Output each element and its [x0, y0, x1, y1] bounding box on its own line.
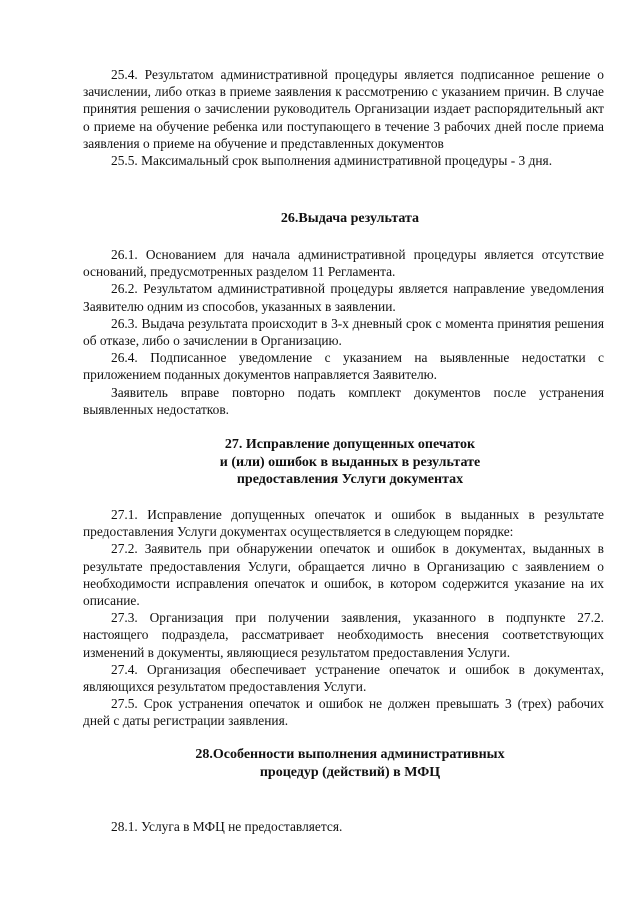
paragraph-27-5: 27.5. Срок устранения опечаток и ошибок не должен превышать 3 (трех) рабочих дней с даты регистрации заявления.: [83, 696, 604, 729]
paragraph-26-1: 26.1. Основанием для начала административной процедуры является отсутствие оснований, предусмотренных разделом 11 Регламента.: [83, 247, 604, 280]
paragraph-27-3: 27.3. Организация при получении заявления, указанного в подпункте 27.2. настоящего подраздела, рассматривает необходимость внесения соответствующих изменений в документы, являющиеся результатом предоставления Услуги.: [83, 610, 604, 660]
paragraph-25-4: 25.4. Результатом административной процедуры является подписанное решение о зачислении, либо отказ в приеме заявления к рассмотрению с указанием причин. В случае принятия решения о зачислении руководитель Организации издает распорядительный акт о приеме на обучение ребенка или поступающего в течение 3 рабочих дней после приема заявления о приеме на обучение и представленных документов: [83, 67, 604, 151]
section-27-text: [83, 506, 604, 730]
heading-line: и (или) ошибок в выданных в результате: [219, 454, 481, 470]
paragraph-25-5: 25.5. Максимальный срок выполнения административной процедуры - 3 дня.: [111, 153, 553, 169]
section-27-heading: [60, 436, 640, 489]
section-28-text: [83, 818, 604, 835]
section-26-text: [83, 246, 604, 418]
paragraph-28-1: 28.1. Услуга в МФЦ не предоставляется.: [111, 819, 343, 834]
paragraph-27-1: 27.1. Исправление допущенных опечаток и ошибок в выданных в результате предоставления Услуги документах осуществляется в следующем порядке:: [83, 507, 604, 540]
paragraph-26-3: 26.3. Выдача результата происходит в 3-х дневный срок с момента принятия решения об отказе, либо о зачислении в Организацию.: [83, 315, 604, 349]
paragraph-27-4: 27.4. Организация обеспечивает устранение опечаток и ошибок в документах, являющихся результатом предоставления Услуги.: [83, 661, 604, 695]
paragraph-27-2: 27.2. Заявитель при обнаружении опечаток и ошибок в документах, выданных в результате предоставления Услуги, обращается лично в Организацию с заявлением о необходимости исправления опечаток и ошибок, в котором содержится указание на их описание.: [83, 541, 604, 609]
paragraph-26-applicant: Заявитель вправе повторно подать комплект документов после устранения выявленных недостатков.: [83, 384, 604, 417]
heading-line: предоставления Услуги документах: [236, 472, 464, 487]
section-28-heading: [60, 746, 640, 781]
heading-line: процедур (действий) в МФЦ: [259, 764, 441, 780]
paragraph-26-2: 26.2. Результатом административной процедуры является направление уведомления Заявителю одним из способов, указанных в заявлении.: [83, 281, 604, 314]
paragraph-26-4: 26.4. Подписанное уведомление с указанием на выявленные недостатки с приложением поданных документов направляется Заявителю.: [83, 350, 604, 383]
section-26-heading: [60, 210, 640, 228]
heading-line: 26.Выдача результата: [280, 211, 420, 226]
heading-line: 28.Особенности выполнения административных: [195, 747, 505, 762]
heading-line: 27. Исправление допущенных опечаток: [224, 437, 476, 452]
section-25-text: [83, 66, 604, 169]
